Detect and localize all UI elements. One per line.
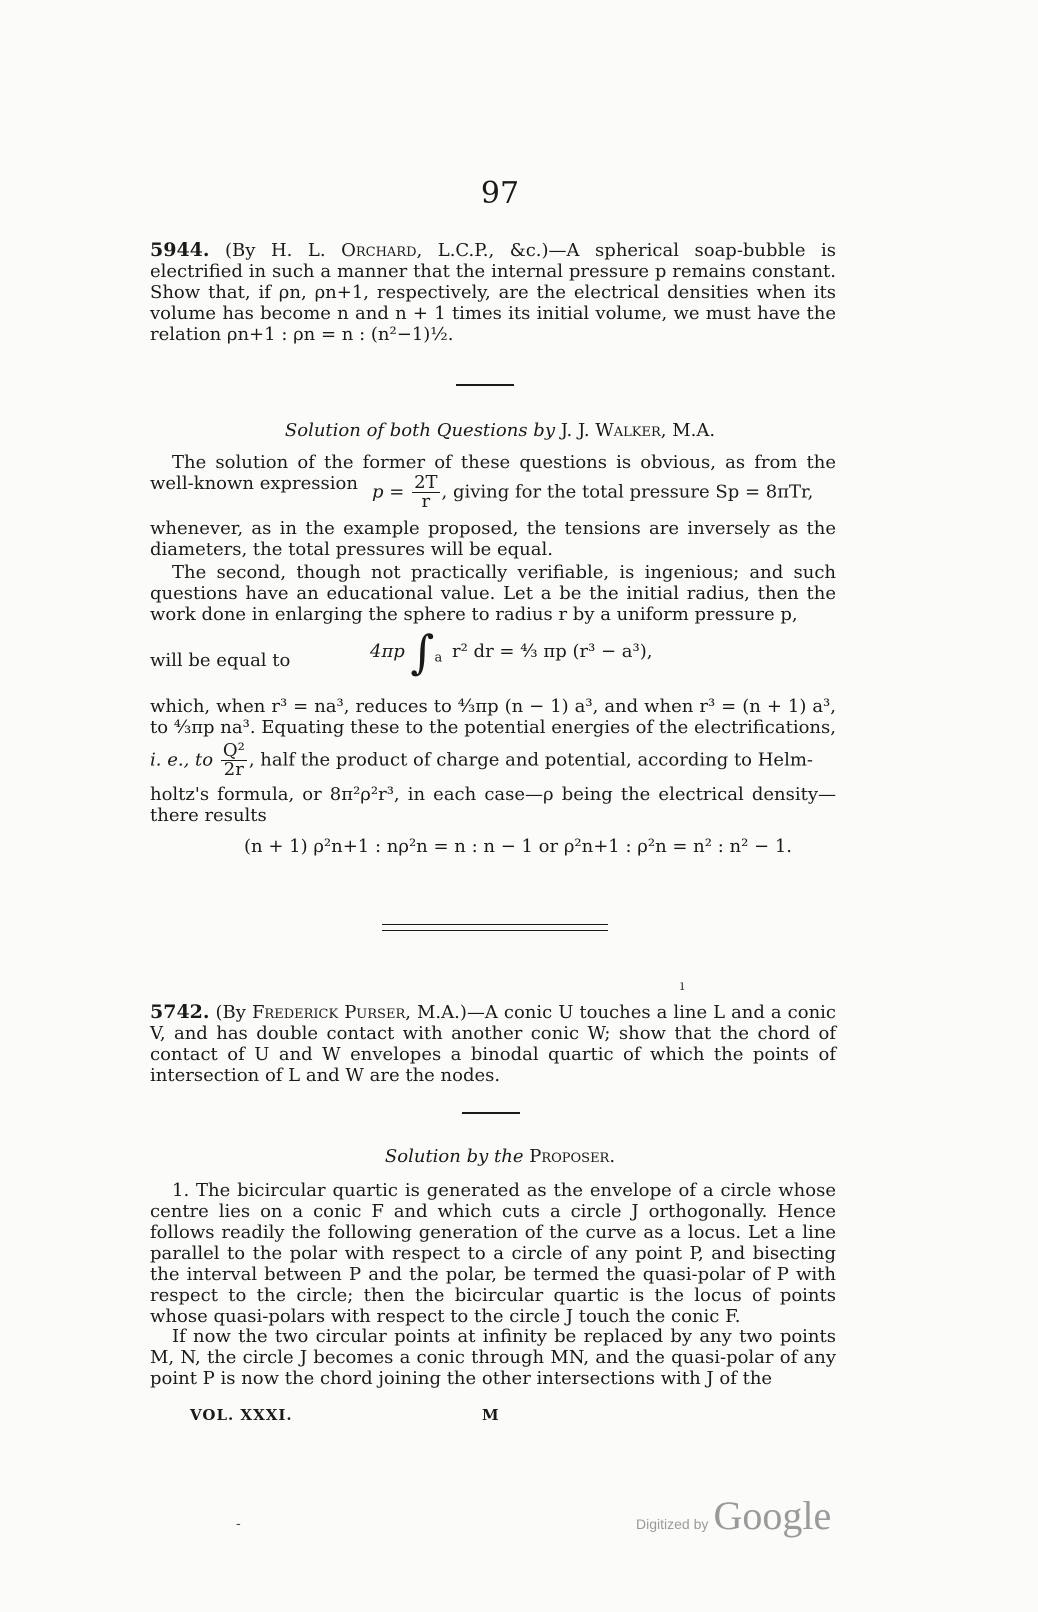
integral-sign: ∫ bbox=[410, 625, 435, 679]
integral-lower-limit: a bbox=[434, 650, 443, 666]
section-divider bbox=[462, 1112, 520, 1114]
stray-mark: ı bbox=[680, 978, 685, 994]
double-rule-bottom bbox=[382, 930, 608, 931]
volume-footer: VOL. XXXI. bbox=[190, 1406, 293, 1424]
solution-2-para-2: If now the two circular points at infinity be replaced by any two points M, N, the circle J becomes a conic through MN, and the quasi-polar of any point P is now the chord joining the other intersections with J of the bbox=[150, 1326, 836, 1389]
signature-mark: M bbox=[482, 1406, 500, 1424]
solution-author: J. J. Walker, M.A. bbox=[560, 420, 716, 441]
google-logo: Google bbox=[713, 1493, 832, 1538]
problem-statement: , L.C.P., &c.)—A spherical soap-bubble is electrified in such a manner that the internal pressure p remains constant. Show that, if ρn, ρn+1, respectively, are the electrical densities when its volume has become n and n + 1 times its initial volume, we must have the relation ρn+1 : ρn = n : (n²−1)½. bbox=[150, 240, 836, 345]
charge-formula-line: i. e., to $\frac{\text{Q²}}{2r}$ , half the product of charge and potential, according to Helm- bbox=[150, 740, 813, 780]
problem-5742 bbox=[150, 1002, 836, 1086]
solution-title: Solution of both Questions by J. J. Walker, M.A. bbox=[284, 420, 716, 441]
solution-author: Proposer. bbox=[529, 1146, 616, 1167]
problem-number: 5944. bbox=[150, 239, 210, 261]
solution-1-para-3: which, when r³ = na³, reduces to ⁴⁄₃πp (n − 1) a³, and when r³ = (n + 1) a³, to ⁴⁄₃πp na³. Equating these to the potential energies of the electrifications, bbox=[150, 696, 836, 738]
solution-2-para-1: 1. The bicircular quartic is generated as the envelope of a circle whose centre lies on a conic F and which cuts a circle J orthogonally. Hence follows readily the following generation of the curve as a locus. Let a line parallel to the polar with respect to a circle of any point P, and bisecting the interval between P and the polar, be termed the quasi-polar of P with respect to the circle; then the bicircular quartic is the locus of points whose quasi-polars with respect to the circle J touch the conic F. bbox=[150, 1180, 836, 1327]
stray-mark: - bbox=[236, 1516, 241, 1532]
solution-1-para-2: The second, though not practically verifiable, is ingenious; and such questions have an educational value. Let a be the initial radius, then the work done in enlarging the sphere to radius r by a uniform pressure p, bbox=[150, 562, 836, 625]
author-name: Orchard bbox=[341, 240, 417, 261]
solution-1-para-1: The solution of the former of these questions is obvious, as from the well-known expression bbox=[150, 452, 836, 494]
integral-equation: 4πp $\int_a$ r² dr = ⁴⁄₃ πp (r³ − a³), bbox=[370, 625, 653, 679]
solution-1-para-1-cont: whenever, as in the example proposed, the tensions are inversely as the diameters, the total pressures will be equal. bbox=[150, 518, 836, 560]
pressure-formula: p = $\frac{2T}{r}$ , giving for the total pressure Sp = 8πTr, bbox=[372, 472, 814, 512]
will-be-equal-label: will be equal to bbox=[150, 650, 291, 671]
author-prefix: (By H. L. bbox=[225, 240, 342, 261]
fraction: $\frac{2T}{r}$ bbox=[414, 472, 438, 512]
problem-5944 bbox=[150, 240, 836, 345]
solution-1-para-5: holtz's formula, or 8π²ρ²r³, in each case—ρ being the electrical density—there results bbox=[150, 784, 836, 826]
fraction: $\frac{\text{Q²}}{2r}$ bbox=[222, 740, 245, 780]
section-divider bbox=[456, 384, 514, 386]
author-name: Frederick Purser bbox=[251, 1002, 406, 1023]
final-equation: (n + 1) ρ²n+1 : nρ²n = n : n − 1 or ρ²n+1 : ρ²n = n² : n² − 1. bbox=[244, 836, 793, 857]
page-number: 97 bbox=[480, 176, 520, 211]
double-rule-top bbox=[382, 924, 608, 925]
digitized-by-google-watermark: Digitized by Google bbox=[636, 1493, 832, 1538]
problem-number: 5742. bbox=[150, 1001, 210, 1023]
author-prefix: (By bbox=[215, 1002, 252, 1023]
solution-title: Solution by the Proposer. bbox=[384, 1146, 616, 1167]
problem-statement: , M.A.)—A conic U touches a line L and a conic V, and has double contact with another conic W; show that the chord of contact of U and W envelopes a binodal quartic of which the points of intersection of L and W are the nodes. bbox=[150, 1002, 836, 1086]
